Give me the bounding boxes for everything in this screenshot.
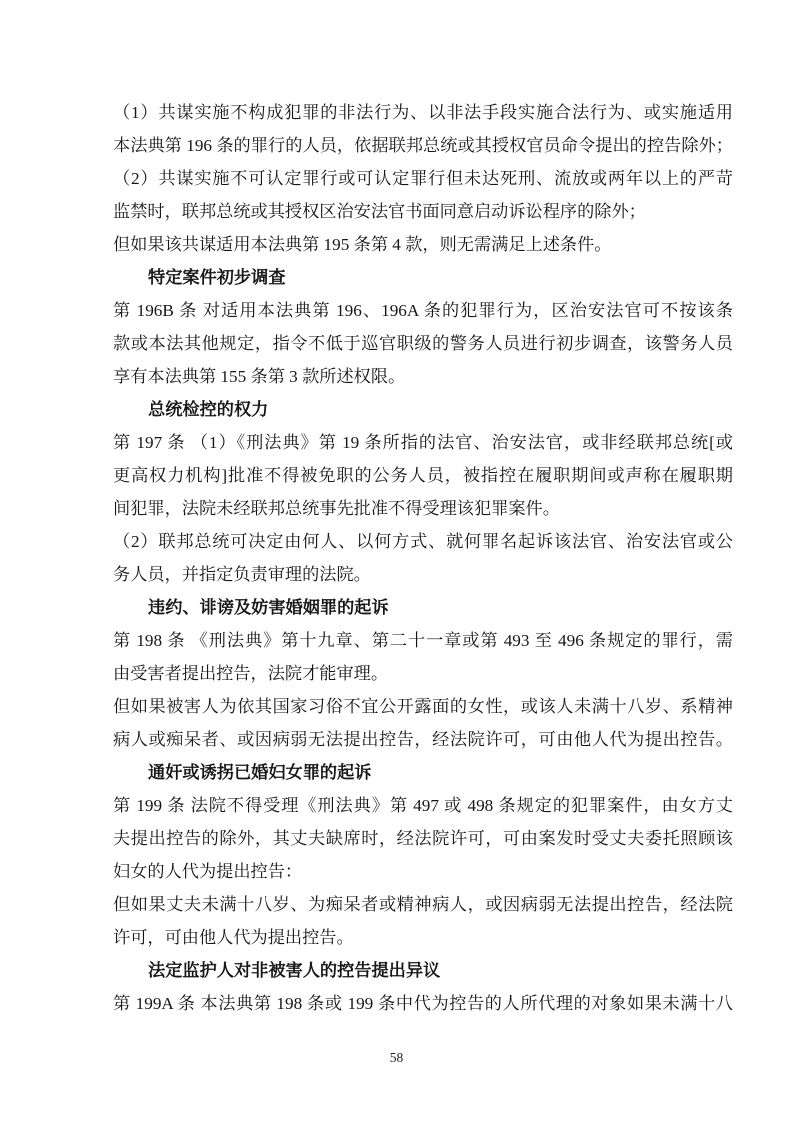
text-line: 但如果被害人为依其国家习俗不宜公开露面的女性，或该人未满十八岁、系精神 bbox=[113, 697, 733, 716]
text-line: （1）共谋实施不构成犯罪的非法行为、以非法手段实施合法行为、或实施适用 bbox=[113, 103, 733, 122]
text-line: 监禁时，联邦总统或其授权区治安法官书面同意启动诉讼程序的除外； bbox=[113, 202, 646, 221]
text-line: （2）共谋实施不可认定罪行或可认定罪行但未达死刑、流放或两年以上的严苛 bbox=[113, 169, 733, 188]
page-number: 58 bbox=[389, 1050, 404, 1065]
section-heading: 法定监护人对非被害人的控告提出异议 bbox=[148, 961, 441, 980]
text-line: 第 199 条 法院不得受理《刑法典》第 497 或 498 条规定的犯罪案件，由女方丈 bbox=[113, 796, 733, 815]
section-heading: 特定案件初步调查 bbox=[148, 268, 286, 287]
text-line: 由受害者提出控告，法院才能审理。 bbox=[113, 664, 389, 683]
text-line: 病人或痴呆者、或因病弱无法提出控告，经法院许可，可由他人代为提出控告。 bbox=[113, 730, 733, 749]
section-heading: 总统检控的权力 bbox=[148, 400, 269, 419]
text-line: 款或本法其他规定，指令不低于巡官职级的警务人员进行初步调查，该警务人员 bbox=[113, 334, 733, 353]
text-line: 第 197 条 （1）《刑法典》第 19 条所指的法官、治安法官，或非经联邦总统[或 bbox=[113, 433, 733, 452]
text-line: 许可，可由他人代为提出控告。 bbox=[113, 928, 354, 947]
text-line: 妇女的人代为提出控告： bbox=[113, 862, 303, 881]
text-line: 第 198 条 《刑法典》第十九章、第二十一章或第 493 至 496 条规定的罪行，需 bbox=[113, 631, 733, 650]
text-line: 务人员，并指定负责审理的法院。 bbox=[113, 565, 371, 584]
section-heading: 通奸或诱拐已婚妇女罪的起诉 bbox=[148, 763, 372, 782]
text-line: 间犯罪，法院未经联邦总统事先批准不得受理该犯罪案件。 bbox=[113, 499, 560, 518]
text-line: 夫提出控告的除外，其丈夫缺席时，经法院许可，可由案发时受丈夫委托照顾该 bbox=[113, 829, 733, 848]
text-line: 但如果该共谋适用本法典第 195 条第 4 款，则无需满足上述条件。 bbox=[113, 235, 612, 254]
text-line: 第 196B 条 对适用本法典第 196、196A 条的犯罪行为，区治安法官可不按该条 bbox=[113, 301, 733, 320]
text-line: 享有本法典第 155 条第 3 款所述权限。 bbox=[113, 367, 406, 386]
text-line: 第 199A 条 本法典第 198 条或 199 条中代为控告的人所代理的对象如果未满十八 bbox=[113, 994, 733, 1013]
text-line: 但如果丈夫未满十八岁、为痴呆者或精神病人，或因病弱无法提出控告，经法院 bbox=[113, 895, 733, 914]
text-line: （2）联邦总统可决定由何人、以何方式、就何罪名起诉该法官、治安法官或公 bbox=[113, 532, 733, 551]
text-line: 本法典第 196 条的罪行的人员，依据联邦总统或其授权官员命令提出的控告除外； bbox=[113, 136, 733, 155]
section-heading: 违约、诽谤及妨害婚姻罪的起诉 bbox=[148, 598, 389, 617]
text-line: 更高权力机构]批准不得被免职的公务人员，被指控在履职期间或声称在履职期 bbox=[113, 466, 733, 485]
document-body bbox=[113, 96, 733, 1020]
